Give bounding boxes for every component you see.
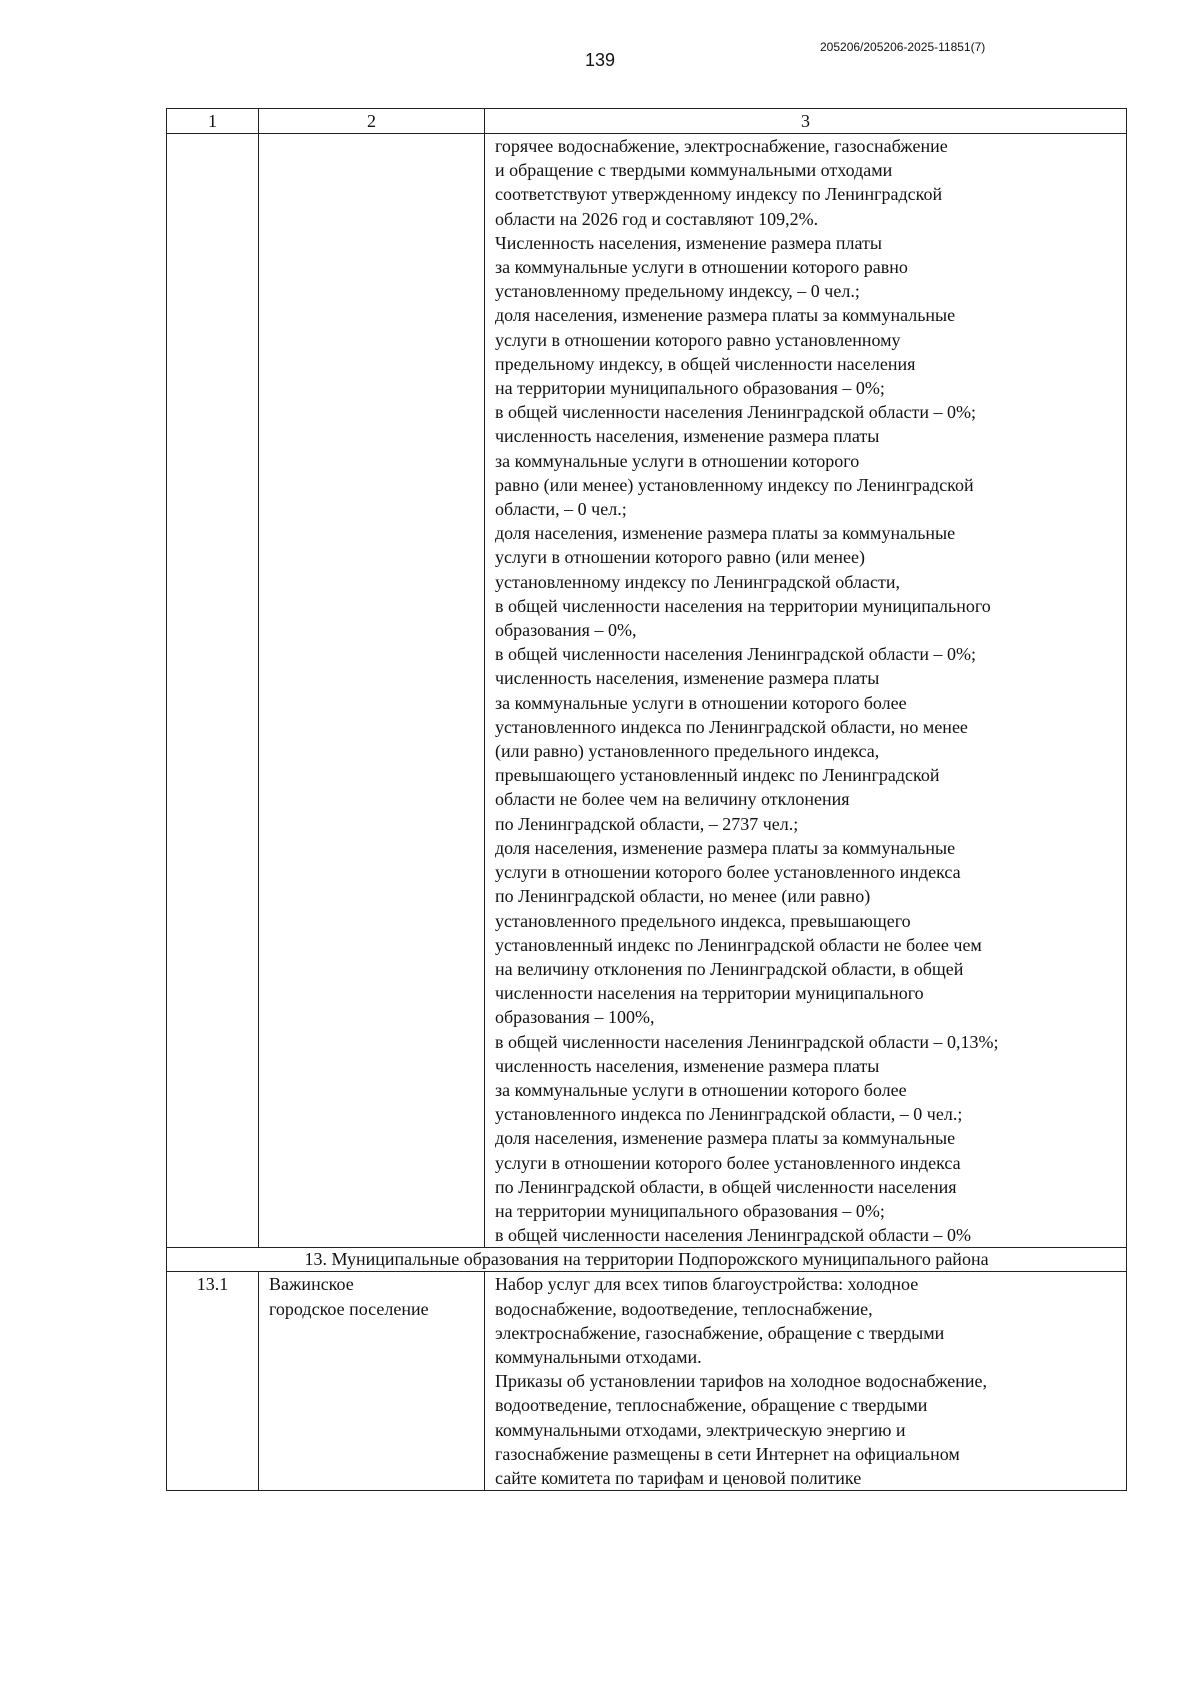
text-line: водоотведение, теплоснабжение, обращение с твердыми — [495, 1395, 928, 1416]
text-line: электроснабжение, газоснабжение, обращение с твердыми — [495, 1322, 945, 1343]
table-row-13-1 — [167, 1272, 1127, 1491]
text-line: в общей численности населения Ленинградской области – 0,13%; — [495, 1031, 999, 1052]
header-col-3: 3 — [485, 109, 1127, 134]
text-line: превышающего установленный индекс по Ленинградской — [495, 765, 940, 786]
document-id: 205206/205206-2025-11851(7) — [820, 40, 986, 54]
text-line: доля населения, изменение размера платы за коммунальные — [495, 837, 956, 858]
text-line: в общей численности населения Ленинградской области – 0%; — [495, 644, 976, 665]
text-line: горячее водоснабжение, электроснабжение, газоснабжение — [495, 136, 948, 156]
text-line: на территории муниципального образования – 0%; — [495, 1200, 885, 1221]
text-line: образования – 0%, — [495, 620, 637, 641]
text-line: в общей численности населения Ленинградской области – 0%; — [495, 402, 976, 423]
data-table — [166, 108, 1127, 1491]
text-line: установленному индексу по Ленинградской области, — [495, 571, 900, 592]
text-line: услуги в отношении которого равно (или менее) — [495, 547, 866, 568]
text-line: за коммунальные услуги в отношении которого более — [495, 1079, 907, 1100]
text-line: за коммунальные услуги в отношении которого равно — [495, 257, 908, 278]
table-header-row — [167, 109, 1127, 134]
text-line: городское поселение — [269, 1298, 429, 1319]
section-row — [167, 1248, 1127, 1272]
text-line: соответствуют утвержденному индексу по Ленинградской — [495, 184, 943, 205]
text-line: за коммунальные услуги в отношении которого более — [495, 692, 907, 713]
text-line: по Ленинградской области, – 2737 чел.; — [495, 813, 799, 834]
text-line: Численность населения, изменение размера платы — [495, 232, 882, 253]
text-line: сайте комитета по тарифам и ценовой политике — [495, 1467, 862, 1488]
text-line: численности населения на территории муниципального — [495, 983, 924, 1004]
text-line: доля населения, изменение размера платы за коммунальные — [495, 305, 956, 326]
page-number: 139 — [584, 50, 616, 70]
text-line: в общей численности населения Ленинградской области – 0% — [495, 1225, 971, 1246]
text-line: численность населения, изменение размера платы — [495, 1055, 880, 1076]
text-line: области, – 0 чел.; — [495, 499, 627, 520]
text-line: установленному предельному индексу, – 0 чел.; — [495, 281, 860, 302]
text-line: численность населения, изменение размера платы — [495, 426, 880, 447]
text-line: услуги в отношении которого более установленного индекса — [495, 862, 961, 883]
section-title: 13. Муниципальные образования на территории Подпорожского муниципального района — [167, 1248, 1127, 1272]
row-name-cell — [259, 1272, 485, 1491]
header-col-1: 1 — [167, 109, 259, 134]
text-line: по Ленинградской области, но менее (или равно) — [495, 886, 871, 907]
text-line: области на 2026 год и составляют 109,2%. — [495, 208, 819, 229]
text-line: равно (или менее) установленному индексу по Ленинградской — [495, 474, 974, 495]
text-line: по Ленинградской области, в общей численности населения — [495, 1176, 957, 1197]
text-line: доля населения, изменение размера платы за коммунальные — [495, 1128, 956, 1149]
text-line: коммунальными отходами. — [495, 1346, 702, 1367]
row-name-cell — [259, 134, 485, 1248]
text-line: установленного индекса по Ленинградской области, но менее — [495, 716, 968, 737]
text-line: водоснабжение, водоотведение, теплоснабжение, — [495, 1298, 873, 1319]
text-line: Набор услуг для всех типов благоустройства: холодное — [495, 1274, 919, 1295]
text-line: коммунальными отходами, электрическую энергию и — [495, 1419, 906, 1440]
text-line: предельному индексу, в общей численности населения — [495, 353, 916, 374]
text-line: (или равно) установленного предельного индекса, — [495, 741, 880, 762]
row-number-cell: 13.1 — [167, 1272, 259, 1491]
text-line: Важинское — [269, 1274, 354, 1295]
text-line: услуги в отношении которого равно установленному — [495, 329, 901, 350]
text-line: области не более чем на величину отклонения — [495, 789, 850, 810]
text-line: и обращение с твердыми коммунальными отходами — [495, 160, 893, 181]
row-text-cell — [485, 1272, 1127, 1491]
text-line: численность населения, изменение размера платы — [495, 668, 880, 689]
text-line: образования – 100%, — [495, 1007, 655, 1028]
text-line: газоснабжение размещены в сети Интернет на официальном — [495, 1443, 960, 1464]
text-line: услуги в отношении которого более установленного индекса — [495, 1152, 961, 1173]
text-line: установленный индекс по Ленинградской области не более чем — [495, 934, 982, 955]
table-row-continuation — [167, 134, 1127, 1248]
text-line: за коммунальные услуги в отношении которого — [495, 450, 860, 471]
text-line: установленного индекса по Ленинградской области, – 0 чел.; — [495, 1104, 963, 1125]
text-line: в общей численности населения на территории муниципального — [495, 595, 991, 616]
text-line: Приказы об установлении тарифов на холодное водоснабжение, — [495, 1371, 988, 1392]
text-line: на территории муниципального образования – 0%; — [495, 378, 885, 399]
header-col-2: 2 — [259, 109, 485, 134]
row-number-cell — [167, 134, 259, 1248]
text-line: установленного предельного индекса, превышающего — [495, 910, 911, 931]
text-line: доля населения, изменение размера платы за коммунальные — [495, 523, 956, 544]
text-line: на величину отклонения по Ленинградской области, в общей — [495, 958, 964, 979]
row-text-cell — [485, 134, 1127, 1248]
